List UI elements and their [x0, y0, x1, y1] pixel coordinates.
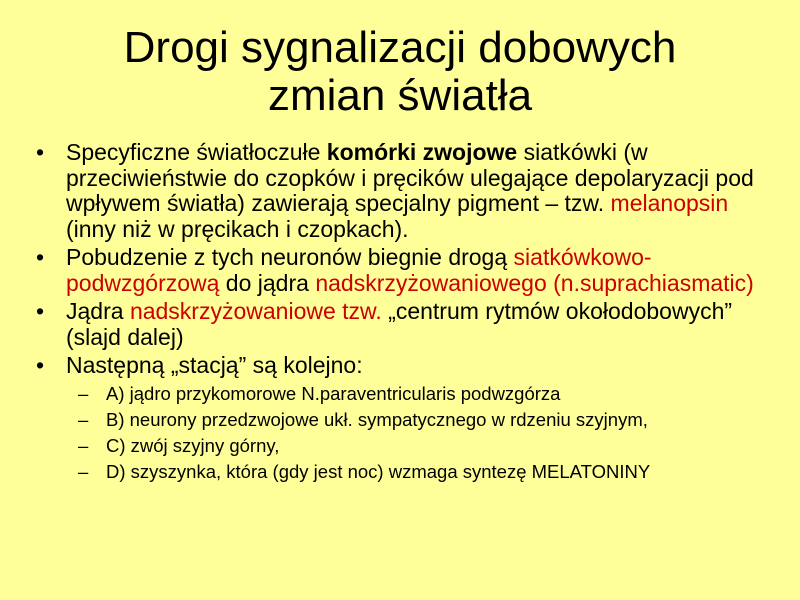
bullet-text: do jądra	[219, 269, 316, 296]
sub-item-a	[66, 383, 776, 404]
sub-item-text: C) zwój szyjny górny,	[106, 434, 280, 456]
bullet-list	[36, 140, 776, 487]
sub-item-text: D) szyszynka, która (gdy jest noc) wzmaga syntezę MELATONINY	[106, 460, 651, 482]
bullet-icon: •	[36, 244, 45, 270]
bullet-highlight-text: melanopsin	[610, 190, 729, 216]
bullet-highlight-text: nadskrzyżowaniowe tzw.	[129, 298, 382, 324]
slide-title-line-2: zmian światła	[267, 71, 533, 120]
bullet-item-4	[36, 353, 776, 482]
bullet-highlight-text: siatkówkowo-podwzgórzową	[66, 244, 652, 296]
bullet-item-1	[36, 140, 776, 242]
bullet-text: Pobudzenie z tych neuronów biegnie drogą	[66, 244, 514, 270]
bullet-bold-text: komórki zwojowe	[326, 139, 518, 165]
bullet-text: „centrum rytmów okołodobowych” (slajd dalej)	[66, 298, 733, 350]
bullet-item-3	[36, 299, 776, 350]
bullet-text: Specyficzne światłoczułe	[66, 139, 327, 165]
slide-title	[40, 24, 760, 120]
bullet-icon: •	[36, 352, 45, 378]
bullet-text: (inny niż w pręcikach i czopkach).	[66, 215, 409, 242]
slide-title-line-1: Drogi sygnalizacji dobowych	[123, 23, 677, 72]
dash-icon: –	[78, 408, 89, 430]
sub-item-text: A) jądro przykomorowe N.paraventricularis podwzgórza	[106, 382, 561, 404]
sub-list	[66, 383, 776, 482]
sub-item-d	[66, 461, 776, 482]
sub-item-c	[66, 435, 776, 456]
dash-icon: –	[78, 460, 89, 482]
dash-icon: –	[78, 382, 89, 404]
bullet-text: Jądra	[66, 298, 130, 324]
bullet-icon: •	[36, 139, 45, 165]
bullet-item-2	[36, 245, 776, 296]
sub-item-text: B) neurony przedzwojowe ukł. sympatycznego w rdzeniu szyjnym,	[106, 408, 648, 430]
bullet-text: siatkówki (w przeciwieństwie do czopków i pręcików ulegające depolaryzacji pod wpływem światła) zawierają specjalny pigment – tzw.	[66, 139, 754, 216]
sub-item-b	[66, 409, 776, 430]
bullet-icon: •	[36, 298, 45, 324]
bullet-highlight-text: nadskrzyżowaniowego (n.suprachiasmatic)	[315, 269, 754, 296]
dash-icon: –	[78, 434, 89, 456]
bullet-text: Następną „stacją” są kolejno:	[66, 352, 363, 378]
